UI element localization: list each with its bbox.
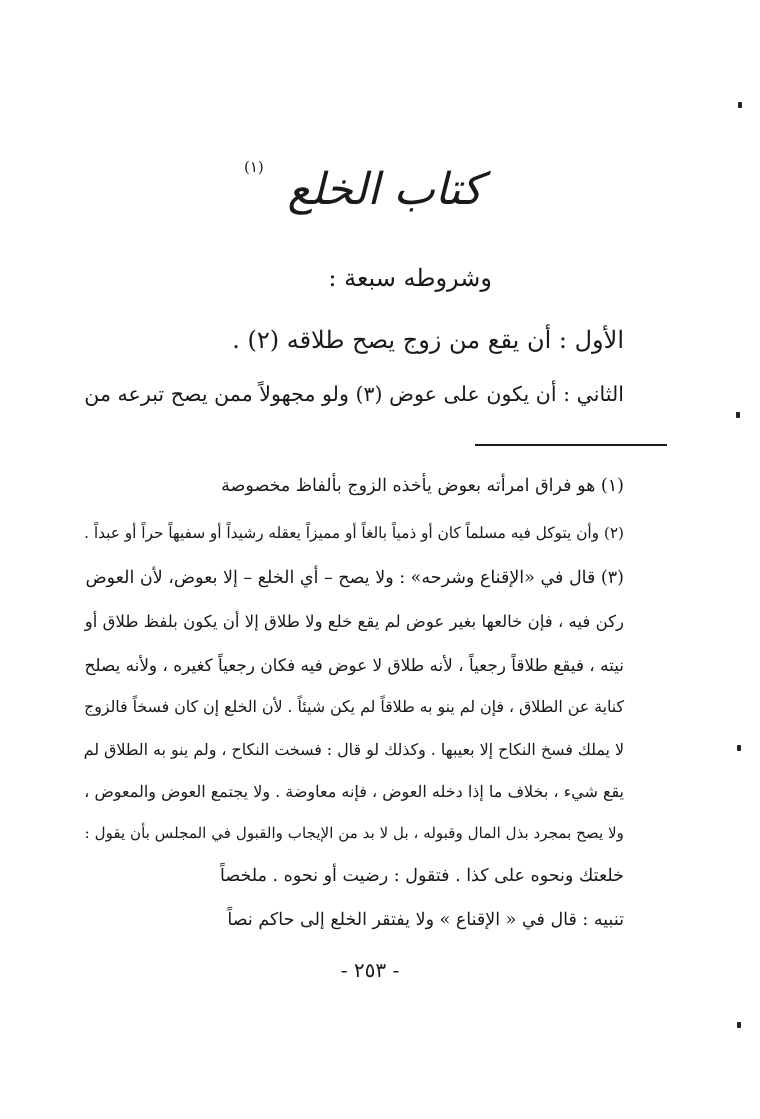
footnote-line: نيته ، فيقع طلاقاً رجعياً ، لأنه طلاق لا عوض فيه فكان رجعياً كغيره ، ولأنه يصلح — [84, 655, 624, 675]
page-number: - ٢٥٣ - — [340, 958, 400, 982]
footnote-line: (١) هو فراق امرأته بعوض يأخذه الزوج بألفاظ مخصوصة — [221, 476, 624, 496]
body-line: وشروطه سبعة : — [328, 264, 492, 292]
footnote-line: لا يملك فسخ النكاح إلا بعيبها . وكذلك لو قال : فسخت النكاح ، ولم ينو به الطلاق لم — [83, 740, 624, 759]
scan-speck — [736, 412, 740, 418]
chapter-title-footnote-marker: (١) — [244, 158, 264, 176]
chapter-title: كتاب الخلع — [287, 164, 483, 215]
footnote-line: (٢) وأن يتوكل فيه مسلماً كان أو ذمياً بالغاً أو مميزاً يعقله رشيداً أو سفيهاً حراً أو عبداً . — [84, 524, 624, 542]
scan-speck — [738, 102, 742, 108]
footnote-line: ركن فيه ، فإن خالعها بغير عوض لم يقع خلع ولا طلاق إلا أن يكون بلفظ طلاق أو — [84, 612, 624, 631]
footnote-line: خلعتك ونحوه على كذا . فتقول : رضيت أو نحوه . ملخصاً — [219, 866, 624, 886]
footnote-line: كناية عن الطلاق ، فإن لم ينو به طلاقاً لم يكن شيئاً . لأن الخلع إن كان فسخاً فالزوج — [84, 697, 624, 716]
footnote-line: (٣) قال في «الإقناع وشرحه» : ولا يصح – أي الخلع – إلا بعوض، لأن العوض — [85, 568, 624, 588]
footnote-separator — [475, 444, 667, 446]
scan-speck — [737, 1022, 741, 1028]
body-line: الأول : أن يقع من زوج يصح طلاقه (٢) . — [232, 326, 624, 354]
footnote-line: ولا يصح بمجرد بذل المال وقبوله ، بل لا بد من الإيجاب والقبول في المجلس بأن يقول : — [84, 824, 624, 842]
footnote-line: تنبيه : قال في « الإقناع » ولا يفتقر الخلع إلى حاكم نصاً — [227, 910, 624, 930]
body-line: الثاني : أن يكون على عوض (٣) ولو مجهولاً ممن يصح تبرعه من — [84, 382, 624, 406]
scan-speck — [737, 745, 741, 751]
footnote-line: يقع شيء ، بخلاف ما إذا دخله العوض ، فإنه معاوضة . ولا يجتمع العوض والمعوض ، — [84, 782, 624, 801]
